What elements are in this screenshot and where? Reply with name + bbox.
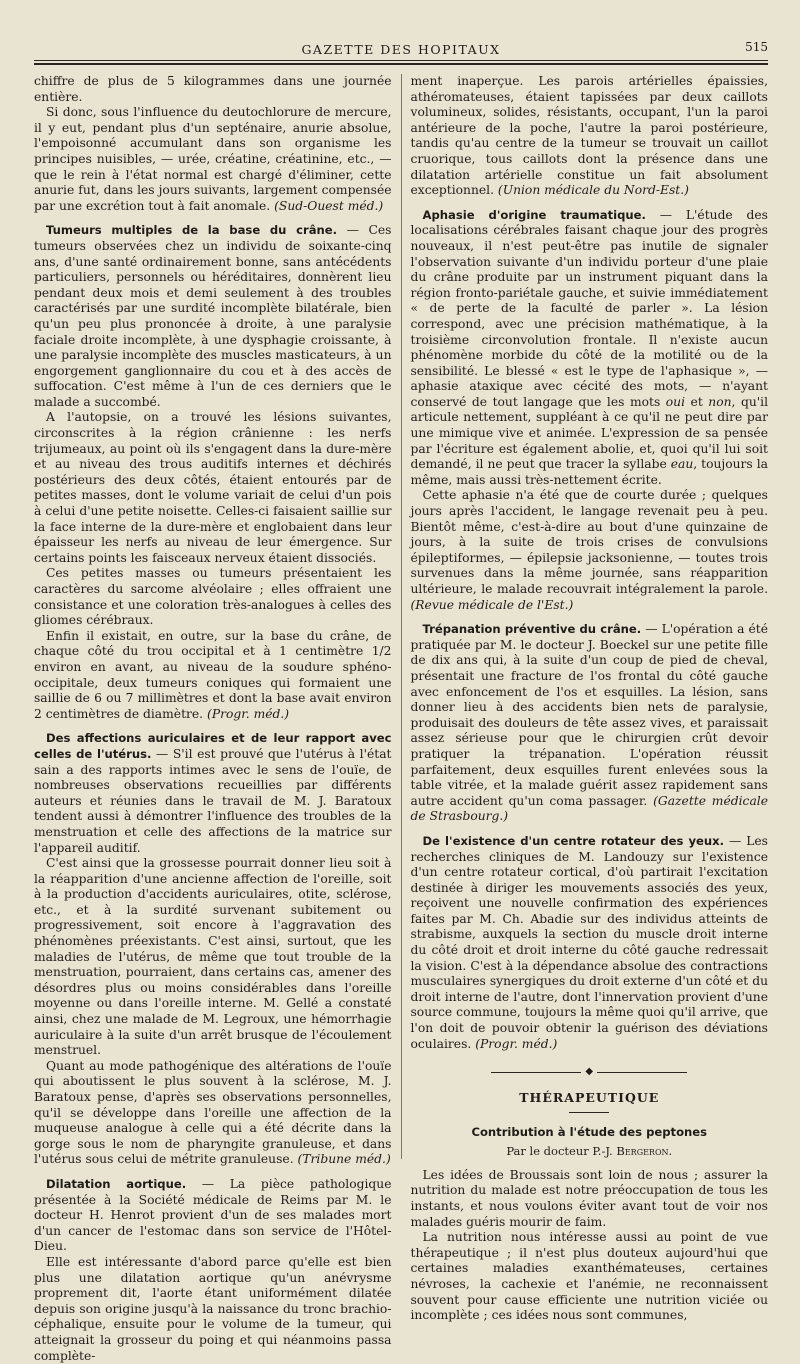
paragraph-text: Cette aphasie n'a été que de courte durée ; quelques jours après l'accident, le langage revenait peu à peu. Bientôt même, c'est-à-dire au bout d'une quinzaine de jours, à la suite de trois crises de convulsions épileptiformes, — épilepsie jacksonienne, — toutes trois survenues dans la même journée, sans réapparition ultérieure, le malade recouvrait intégralement la parole.: [410, 488, 768, 596]
header-rule: [34, 60, 768, 61]
article-heading: Tumeurs multiples de la base du crâne.: [46, 223, 338, 238]
article-heading: De l'existence d'un centre rotateur des yeux.: [422, 833, 725, 848]
article-tumeurs: [34, 223, 392, 722]
header-rule-thick: [34, 63, 768, 65]
paragraph-text: — S'il est prouvé que l'utérus à l'état sain a des rapports intimes avec le sens de l'ouïe, de nombreuses observations recueillies par différents auteurs et réunies dans le travail de M. J. Baratoux tendent aussi à démontrer l'influence des troubles de la menstruation et celle des affections de la matrice sur l'appareil auditif.: [34, 746, 392, 855]
article-heading: Aphasie d'origine traumatique.: [422, 207, 646, 222]
paragraph-text: et: [685, 394, 709, 409]
source-citation: (Progr. méd.): [475, 1036, 558, 1051]
paragraph: [411, 622, 769, 825]
paragraph: [411, 834, 769, 1052]
paragraph: [411, 488, 769, 613]
paragraph: A l'autopsie, on a trouvé les lésions suivantes, circonscrites à la région crânienne : les nerfs trijumeaux, au point où ils s'engagent dans la dure-mère et au niveau des trous auditifs internes et déchirés postérieurs des deux côtés, étaient entourés par de petites masses, dont le volume variait de celui d'un pois à celui d'une petite noisette. Celles-ci faisaient saillie sur la face interne de la dure-mère et englobaient dans leur épaisseur les nerfs au niveau de leur émergence. Sur certains points les faisceaux nerveux étaient dissociés.: [34, 410, 392, 565]
article-trepanation: [411, 622, 769, 825]
source-citation: (Tribune méd.): [297, 1152, 391, 1167]
paragraph: [411, 74, 769, 199]
page-header: [34, 0, 768, 60]
source-citation: (Progr. méd.): [207, 706, 290, 721]
article-heading: Trépanation préventive du crâne.: [422, 622, 642, 637]
source-citation: (Sud-Ouest méd.): [274, 198, 384, 213]
paragraph-text: , qu'il articule nettement, suppléant à ce qu'il ne peut dire par une mimique vive et animée. L'expression de sa pensée par l'écriture est également abolie, et, quoi qu'il lui soit demandé, il ne peut que tracer la syllabe: [410, 394, 769, 472]
paragraph: Elle est intéressante d'abord parce qu'elle est bien plus une dilatation aortique qu'un anévrysme proprement dit, l'aorte étant uniformément dilatée depuis son origine jusqu'à la naissance du tronc brachio-céphalique, ensuite pour le volume de la tumeur, qui atteignait la grosseur du poing et qui néanmoins passa complète-: [34, 1254, 392, 1363]
byline-prefix: Par le docteur P.-J.: [506, 1144, 617, 1159]
byline: [411, 1144, 769, 1160]
left-column: [34, 74, 401, 1363]
paragraph-text: — L'étude des localisations cérébrales faisant chaque jour des progrès nouveaux, il n'est peut-être pas inutile de signaler l'observation suivante d'un individu porteur d'une plaie du crâne produite par un instrument piquant dans la région fronto-pariétale gauche, et suivie immédiatement « de perte de la faculté de parler ». La lésion correspond, avec une précision mathématique, à la troisième circonvolution frontale. Il n'existe aucun phénomène morbide du côté de la motilité ou de la sensibilité. Le blessé « est le type de l'aphasique », — aphasie ataxique avec cécité des mots, — n'ayant conservé de tout langage que les mots: [410, 207, 768, 409]
section-title: THÉRAPEUTIQUE: [519, 1090, 660, 1106]
paragraph: La nutrition nous intéresse aussi au point de vue thérapeutique ; il n'est plus douteux aujourd'hui que certaines maladies exanthémateuses, certaines névroses, la cachexie et l'anémie, ne reconnaissent souvent pour cause efficiente une nutrition viciée ou incomplète ; ces idées nous sont communes,: [410, 1230, 768, 1323]
paragraph: C'est ainsi que la grossesse pourrait donner lieu soit à la réapparition d'une ancienne affection de l'oreille, soit à la production d'accidents auriculaires, otite, sclérose, etc., et à la surdité survenant subitement ou progressivement, soit encore à l'aggravation des phénomènes préexistants. C'est ainsi, surtout, que les maladies de l'utérus, de même que tout trouble de la menstruation, pourraient, dans certains cas, amener des désordres plus ou moins considérables dans l'oreille moyenne ou dans l'oreille interne. M. Gellé a constaté ainsi, chez une malade de M. Legroux, une hémorrhagie auriculaire à la suite d'un arrêt brusque de l'écoulement menstruel.: [34, 856, 392, 1058]
source-citation: (Revue médicale de l'Est.): [410, 597, 574, 612]
running-title: GAZETTE DES HOPITAUX: [301, 42, 501, 57]
paragraph-text: — Ces tumeurs observées chez un individu de soixante-cinq ans, d'une santé ordinairement bonne, sans antécédents particuliers, personnels ou héréditaires, donnèrent lieu pendant deux mois et demi seulement à des troubles caractérisés par une surdité incomplète bilatérale, bien qu'un peu plus prononcée à droite, à une paralysie faciale droite incomplète, à une dysphagie croissante, à une paralysie incomplète des muscles masticateurs, à un engorgement ganglionnaire du cou et à des accès de suffocation. C'est même à l'un de ces derniers que le malade a succombé.: [34, 223, 392, 409]
article-title: Contribution à l'étude des peptones: [471, 1124, 708, 1139]
right-column: [401, 74, 769, 1323]
emphasis: eau: [670, 457, 694, 472]
paragraph-text: — Les recherches cliniques de M. Landouzy sur l'existence d'un centre rotateur cortical, d'où partirait l'excitation destinée à diriger les mouvements associés des yeux, reçoivent une nouvelle confirmation des expériences faites par M. Ch. Abadie sur des individus atteints de strabisme, auxquels la section du muscle droit interne du côté droit et droit interne du côté gauche redressait la vision. C'est à la dépendance absolue des contractions musculaires synergiques du droit externe d'un côté et du droit interne de l'autre, dont l'innervation provient d'une source commune, toujours la même quoi qu'il arrive, que l'on doit de pouvoir obtenir la guérison des déviations oculaires.: [410, 833, 768, 1051]
paragraph-text: ment inaperçue. Les parois artérielles épaissies, athéromateuses, étaient tapissées par deux caillots volumineux, solides, résistants, occupant, l'un la paroi antérieure de la poche, l'autre la paroi postérieure, tandis qu'au centre de la tumeur se trouvait un caillot cruorique, tous caillots dont la présence dans une dilatation artérielle constitue un fait absolument exceptionnel.: [410, 74, 768, 198]
emphasis: non: [708, 394, 732, 409]
author-name: Bergeron: [616, 1144, 669, 1159]
text-columns: [34, 74, 769, 1363]
paragraph: [34, 223, 392, 410]
short-rule: [569, 1112, 609, 1113]
paragraph: [411, 208, 769, 489]
emphasis: oui: [665, 394, 686, 409]
paragraph: Les idées de Broussais sont loin de nous ; assurer la nutrition du malade est notre préoccupation de tous les instants, et nous voulons éviter avant tout de voir nos malades guéris mourir de faim.: [410, 1167, 768, 1229]
source-citation: (Gazette médicale de Strasbourg.): [410, 793, 768, 824]
paragraph: chiffre de plus de 5 kilogrammes dans une journée entière.: [34, 74, 392, 104]
paragraph: [34, 731, 392, 856]
paragraph-text: — La pièce pathologique présentée à la Société médicale de Reims par M. le docteur H. Henrot provient d'un de ses malades mort d'un cancer de l'estomac dans son service de l'Hôtel-Dieu.: [34, 1176, 392, 1254]
source-citation: (Union médicale du Nord-Est.): [497, 183, 689, 198]
article-affections: [34, 731, 392, 1168]
page-number: 515: [745, 40, 768, 54]
article-heading: Des affections auriculaires et de leur rapport avec celles de l'utérus.: [34, 731, 392, 761]
paragraph-text: , toujours la même, mais aussi très-nettement écrite.: [410, 457, 768, 487]
article-dilatation: [34, 1177, 392, 1364]
byline-suffix: .: [668, 1144, 673, 1159]
article-centre-rotateur: [411, 834, 769, 1052]
paragraph: [34, 1177, 392, 1255]
paragraph-text: Enfin il existait, en outre, sur la base du crâne, de chaque côté du trou occipital et à 1 centimètre 1/2 environ en avant, au niveau de la soudure sphéno-occipitale, deux tumeurs coniques qui formaient une saillie de 6 ou 7 millimètres et dont la base avait environ 2 centimètres de diamètre.: [34, 628, 392, 721]
paragraph-text: Si donc, sous l'influence du deutochlorure de mercure, il y eut, pendant plus d'un septénaire, anurie absolue, l'empoisonné accumulant dans son organisme les principes nuisibles, — urée, créatine, créatinine, etc., — que le rein à l'état normal est chargé d'éliminer, cette anurie fut, dans les jours suivants, largement compensée par une excrétion tout à fait anomale.: [34, 105, 392, 213]
paragraph: Ces petites masses ou tumeurs présentaient les caractères du sarcome alvéolaire ; elles offraient une consistance et une coloration très-analogues à celles des gliomes cérébraux.: [34, 566, 392, 628]
paragraph-text: Quant au mode pathogénique des altérations de l'ouïe qui aboutissent le plus souvent à la sclérose, M. J. Baratoux pense, d'après ses observations personnelles, qu'il se développe dans l'oreille une affection de la muqueuse analogue à celle qui a été décrite dans la gorge sous le nom de pharyngite granuleuse, et dans l'utérus sous celui de métrite granuleuse.: [34, 1058, 392, 1167]
paragraph: [34, 1059, 392, 1168]
article-aphasie: [411, 208, 769, 613]
paragraph: [34, 105, 392, 214]
paragraph-text: — L'opération a été pratiquée par M. le docteur J. Boeckel sur une petite fille de dix ans qui, à la suite d'un coup de pied de cheval, présentait une fracture de l'os frontal du côté gauche avec enfoncement de l'os et esquilles. La lésion, sans donner lieu à des accidents bien nets de paralysie, produisait des douleurs de tête assez vives, et paraissait assez sérieuse pour que le chirurgien crût devoir pratiquer la trépanation. L'opération réussit parfaitement, deux esquilles furent enlevées sous la table vitrée, et la malade guérit assez rapidement sans autre accident qu'un coma passager.: [410, 622, 768, 808]
paragraph: [34, 629, 392, 723]
ornamental-divider: ◆: [411, 1064, 769, 1080]
article-heading: Dilatation aortique.: [46, 1176, 187, 1191]
